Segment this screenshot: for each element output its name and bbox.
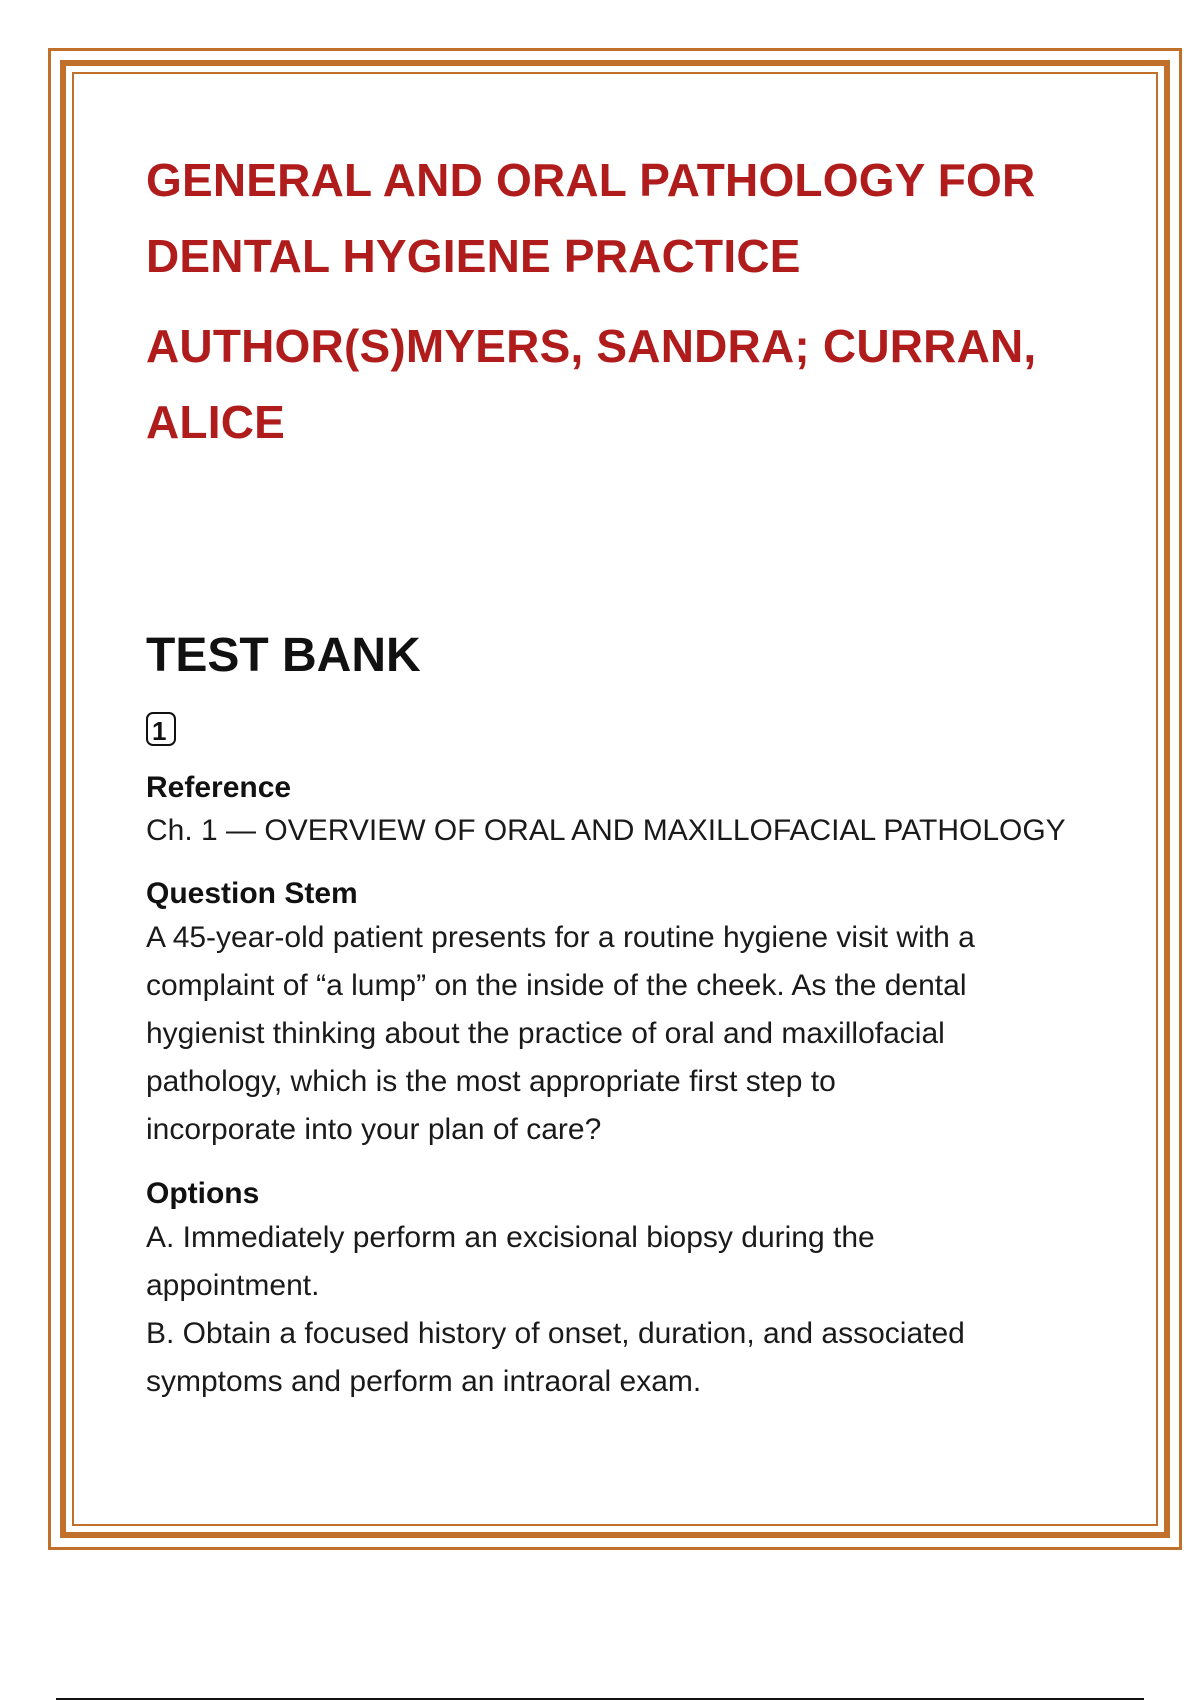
- option-a-line: A. Immediately perform an excisional biopsy during the: [146, 1221, 875, 1254]
- options-list: [146, 1214, 1106, 1406]
- option-b-line: symptoms and perform an intraoral exam.: [146, 1365, 702, 1398]
- reference-label: Reference: [146, 771, 292, 804]
- section-heading-test-bank: TEST BANK: [146, 629, 421, 682]
- question-stem-text: [146, 914, 1106, 1154]
- question-stem-line: incorporate into your plan of care?: [146, 1113, 602, 1146]
- question-stem-label: Question Stem: [146, 877, 358, 910]
- authors-line-2: ALICE: [146, 396, 285, 448]
- option-b-line: B. Obtain a focused history of onset, duration, and associated: [146, 1317, 965, 1350]
- document-title-line-1: GENERAL AND ORAL PATHOLOGY FOR: [146, 154, 1036, 206]
- reference-text: Ch. 1 — OVERVIEW OF ORAL AND MAXILLOFACIAL PATHOLOGY: [146, 814, 1066, 847]
- question-stem-line: A 45-year-old patient presents for a routine hygiene visit with a: [146, 921, 975, 954]
- option-a-line: appointment.: [146, 1269, 320, 1302]
- question-stem-line: complaint of “a lump” on the inside of the cheek. As the dental: [146, 969, 967, 1002]
- question-number-badge: 1: [146, 712, 176, 746]
- document-title-line-2: DENTAL HYGIENE PRACTICE: [146, 230, 801, 282]
- question-stem-line: hygienist thinking about the practice of oral and maxillofacial: [146, 1017, 945, 1050]
- authors-line-1: AUTHOR(S)MYERS, SANDRA; CURRAN,: [146, 320, 1037, 372]
- question-stem-line: pathology, which is the most appropriate first step to: [146, 1065, 836, 1098]
- page-content: [146, 142, 1106, 1406]
- options-label: Options: [146, 1177, 260, 1210]
